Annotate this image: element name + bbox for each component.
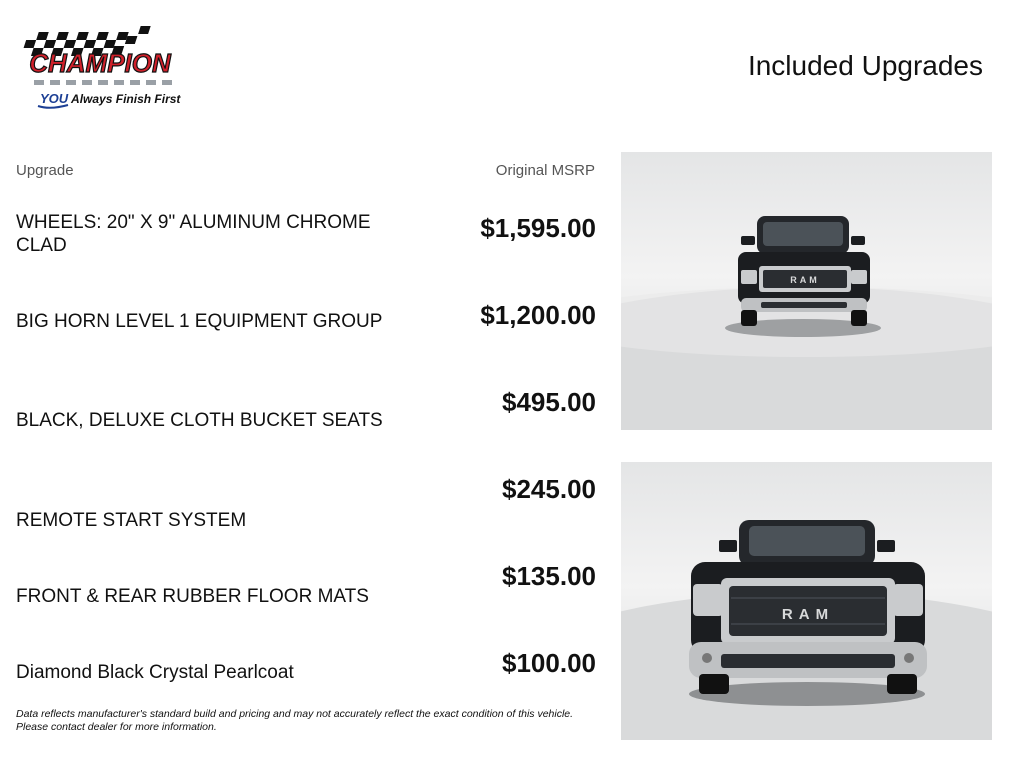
disclaimer-line: Data reflects manufacturer's standard build and pricing and may not accurately reflect the exact condition of this vehicle. — [16, 708, 574, 720]
brand-wordmark: CHAMPION — [29, 48, 171, 78]
grille-badge: RAM — [790, 275, 820, 285]
upgrade-price: $495.00 — [502, 387, 596, 417]
disclaimer — [16, 708, 606, 733]
upgrade-name: FRONT & REAR RUBBER FLOOR MATS — [16, 586, 369, 607]
brand-tagline: YOU Always Finish First — [40, 91, 181, 106]
upgrade-price: $1,595.00 — [480, 213, 596, 243]
checkered-flag-icon — [10, 20, 190, 112]
champion-logo — [10, 20, 190, 112]
upgrade-name: BIG HORN LEVEL 1 EQUIPMENT GROUP — [16, 311, 383, 332]
column-header-msrp: Original MSRP — [495, 162, 595, 179]
upgrade-name: WHEELS: 20" X 9" ALUMINUM CHROME CLAD — [16, 212, 371, 256]
vehicle-photo-front-far — [621, 152, 992, 430]
vehicle-photo-front-close — [621, 462, 992, 740]
upgrade-price: $245.00 — [502, 474, 596, 504]
disclaimer-line: Please contact dealer for more information. — [16, 720, 217, 733]
page-title: Included Upgrades — [747, 50, 983, 81]
upgrade-price: $1,200.00 — [480, 300, 596, 330]
upgrade-price: $135.00 — [502, 561, 596, 591]
grille-badge: RAM — [781, 606, 835, 623]
upgrade-name: BLACK, DELUXE CLOTH BUCKET SEATS — [16, 410, 383, 431]
upgrade-name: Diamond Black Crystal Pearlcoat — [16, 662, 294, 683]
column-header-upgrade: Upgrade — [16, 162, 74, 179]
upgrade-name: REMOTE START SYSTEM — [16, 510, 247, 531]
upgrade-price: $100.00 — [502, 648, 596, 678]
